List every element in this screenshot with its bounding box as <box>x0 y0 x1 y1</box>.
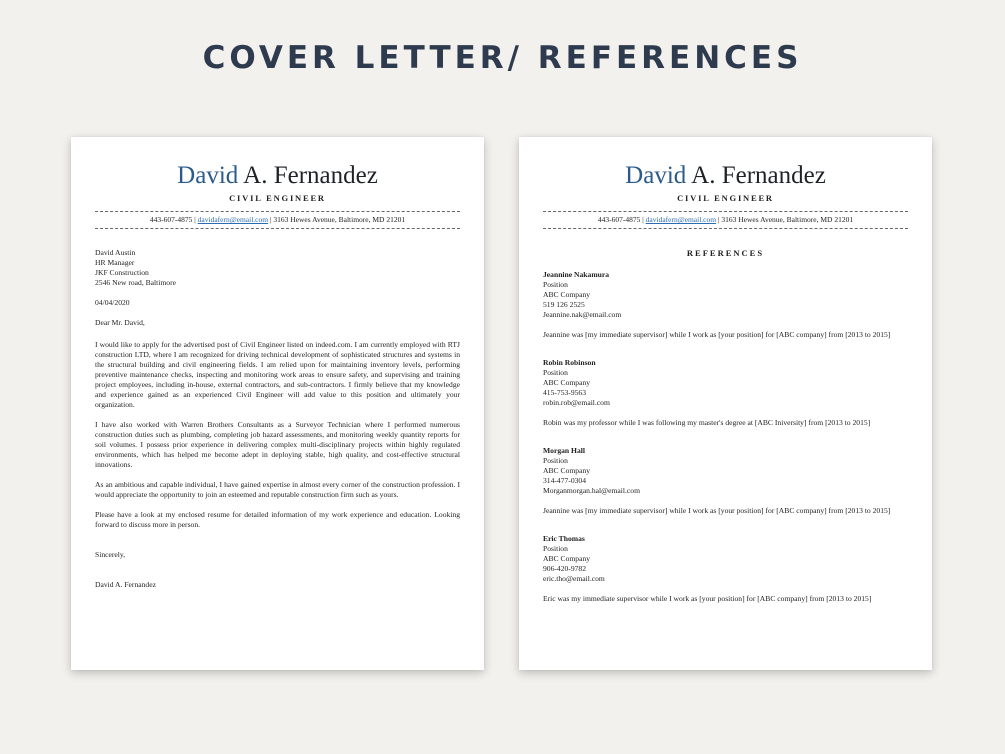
separator: | <box>642 215 644 224</box>
reference-entry <box>543 534 908 604</box>
recipient-line: 2546 New road, Baltimore <box>95 278 176 287</box>
letter-paragraph: As an ambitious and capable individual, I have gained expertise in almost every corner of the construction profession. I would appreciate the opportunity to join an esteemed and reputable construction firm such as yours. <box>95 480 460 499</box>
job-title: CIVIL ENGINEER <box>677 193 774 203</box>
references-heading: REFERENCES <box>686 248 765 258</box>
reference-company: ABC Company <box>543 290 591 299</box>
reference-company: ABC Company <box>543 378 591 387</box>
reference-name: Robin Robinson <box>543 358 596 367</box>
candidate-name <box>543 161 908 191</box>
separator: | <box>717 215 720 224</box>
reference-name: Eric Thomas <box>543 534 585 543</box>
address: 3163 Hewes Avenue, Baltimore, MD 21201 <box>273 215 406 224</box>
last-name: A. Fernandez <box>238 162 378 189</box>
reference-company: ABC Company <box>543 466 591 475</box>
divider <box>543 228 908 229</box>
reference-entry <box>543 358 908 428</box>
phone: 443-607-4875 <box>149 215 193 224</box>
email-link[interactable]: davidafern@email.com <box>645 215 717 224</box>
reference-name: Morgan Hall <box>543 446 585 455</box>
last-name: A. Fernandez <box>686 162 826 189</box>
email-link[interactable]: davidafern@email.com <box>197 215 269 224</box>
references-page <box>519 137 932 670</box>
reference-phone: 415-753-9563 <box>543 388 587 397</box>
letter-date: 04/04/2020 <box>95 298 130 307</box>
reference-entry <box>543 446 908 516</box>
reference-email: eric.tho@email.com <box>543 574 605 583</box>
letter-paragraph: I would like to apply for the advertised post of Civil Engineer listed on indeed.com. I am currently employed with RTJ construction LTD, where I am recognized for driving technical development of sophisticated structures and systems in the structural building and civil engineering fields. I am relied upon for maintaining inventory levels, performing preventive maintenance checks, inspecting and monitoring work areas to ensure safety, and supervising and training project employees, including in-house, external contractors, and sub-contractors. I firmly believe that my knowledge and experience gained as an experienced Civil Engineer will add value to this position and ultimately your organization. <box>95 340 460 409</box>
reference-note: Eric was my immediate supervisor while I work as [your position] for [ABC company] from [2013 to 2015] <box>543 594 872 603</box>
job-title: CIVIL ENGINEER <box>229 193 326 203</box>
first-name: David <box>625 162 687 189</box>
reference-email: Morganmorgan.hal@email.com <box>543 486 640 495</box>
recipient-line: HR Manager <box>95 258 135 267</box>
candidate-name <box>95 161 460 191</box>
reference-entry <box>543 270 908 340</box>
separator: | <box>194 215 196 224</box>
greeting: Dear Mr. David, <box>95 318 145 327</box>
reference-email: robin.rob@email.com <box>543 398 610 407</box>
reference-phone: 519 126 2525 <box>543 300 585 309</box>
recipient-address <box>95 248 460 288</box>
reference-position: Position <box>543 456 568 465</box>
reference-note: Robin was my professor while I was following my master's degree at [ABC Iniversity] from [2013 to 2015] <box>543 418 871 427</box>
recipient-line: David Austin <box>95 248 136 257</box>
reference-note: Jeannine was [my immediate supervisor] while I work as [your position] for [ABC company] from [2013 to 2015] <box>543 330 891 339</box>
closing: Sincerely, <box>95 550 126 559</box>
address: 3163 Hewes Avenue, Baltimore, MD 21201 <box>721 215 854 224</box>
recipient-line: JKF Construction <box>95 268 149 277</box>
banner-title: COVER LETTER/ REFERENCES <box>202 40 803 76</box>
contact-line <box>95 212 460 228</box>
reference-company: ABC Company <box>543 554 591 563</box>
letter-paragraph: Please have a look at my enclosed resume for detailed information of my work experience and education. Looking forward to discuss more in person. <box>95 510 460 529</box>
letter-paragraph: I have also worked with Warren Brothers Consultants as a Surveyor Technician where I performed numerous construction duties such as plumbing, completing job hazard assessments, and monitoring weekly quantity reports for soil volumes. I possess prior experience in delivering complex multi-disciplinary projects within highly regulated environments, which has helped me become adept in deploying stable, high quality, and cost-effective structural innovations. <box>95 420 460 469</box>
reference-phone: 314-477-0304 <box>543 476 587 485</box>
reference-note: Jeannine was [my immediate supervisor] while I work as [your position] for [ABC company] from [2013 to 2015] <box>543 506 891 515</box>
reference-position: Position <box>543 368 568 377</box>
phone: 443-607-4875 <box>597 215 641 224</box>
contact-line <box>543 212 908 228</box>
reference-phone: 906-420-9782 <box>543 564 587 573</box>
separator: | <box>269 215 272 224</box>
signature-name: David A. Fernandez <box>95 580 156 589</box>
first-name: David <box>177 162 239 189</box>
reference-position: Position <box>543 544 568 553</box>
divider <box>95 228 460 229</box>
reference-position: Position <box>543 280 568 289</box>
cover-letter-page <box>71 137 484 670</box>
reference-email: Jeannine.nak@email.com <box>543 310 622 319</box>
reference-name: Jeannine Nakamura <box>543 270 610 279</box>
